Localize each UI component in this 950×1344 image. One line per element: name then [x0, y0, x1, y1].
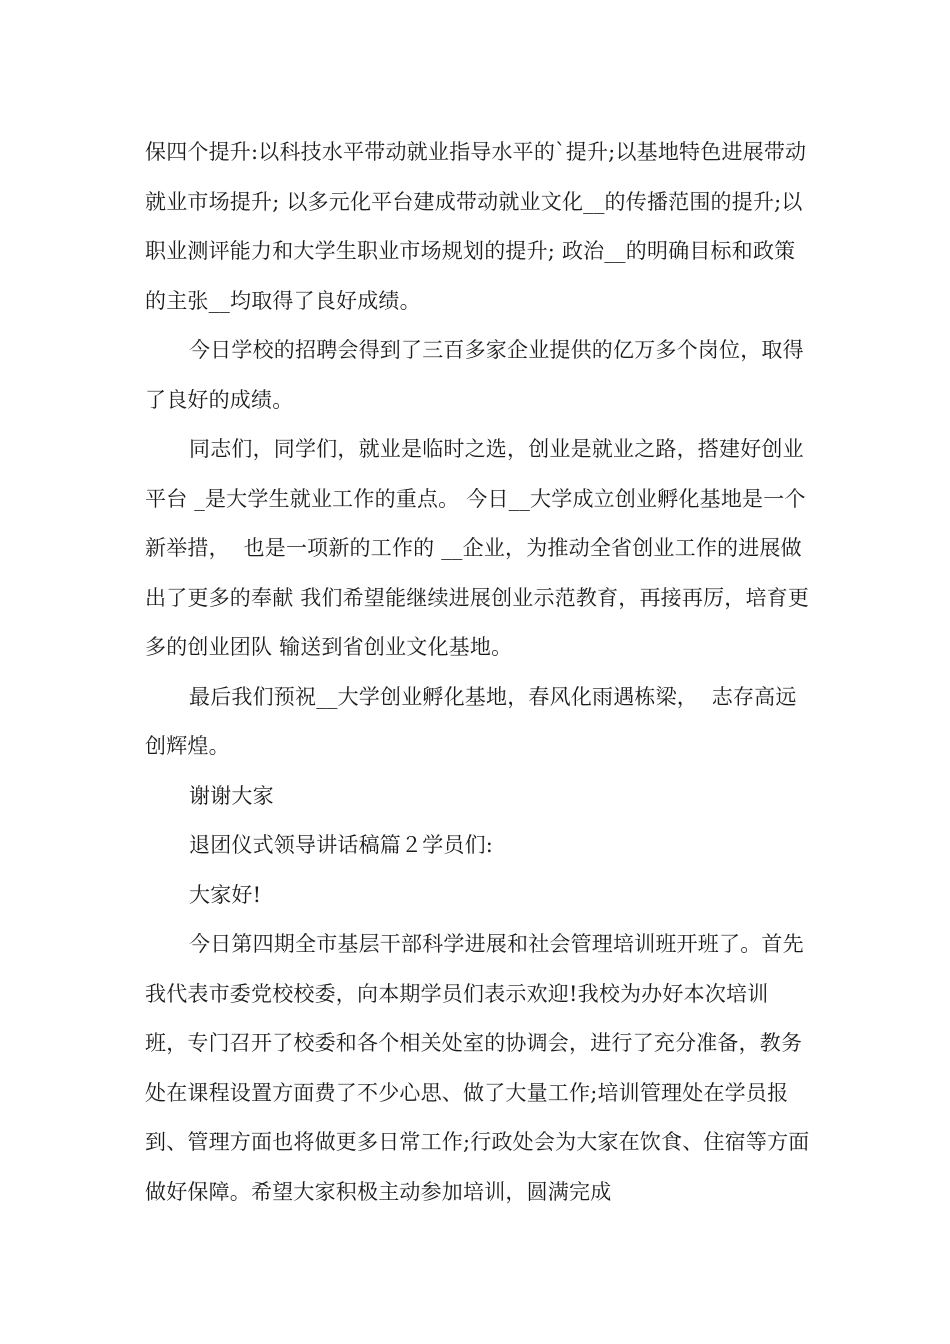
paragraph-3: 同志们，同学们，就业是临时之选，创业是就业之路，搭建好创业平台 _是大学生就业工作的重点。 今日__大学成立创业孵化基地是一个新举措， 也是一项新的工作的 __企业，为推动全省创业工作的进展做出了更多的奉献 我们希望能继续进展创业示范教育，再接再厉，培育更多的创业团队 输送到省创业文化基地。 — [145, 437, 810, 659]
paragraph-8: 今日第四期全市基层干部科学进展和社会管理培训班开班了。首先我代表市委党校校委，向本期学员们表示欢迎!我校为办好本次培训班，专门召开了校委和各个相关处室的协调会，进行了充分准备，教务处在课程设置方面费了不少心思、做了大量工作;培训管理处在学员报到、管理方面也将做更多日常工作;行政处会为大家在饮食、住宿等方面做好保障。希望大家积极主动参加培训，圆满完成 — [145, 932, 810, 1204]
paragraph-thanks: 谢谢大家 — [189, 783, 274, 808]
greeting: 大家好! — [189, 882, 262, 907]
paragraph-4: 最后我们预祝__大学创业孵化基地，春风化雨遇栋梁， 志存高远创辉煌。 — [145, 684, 797, 758]
document-body — [145, 128, 810, 1217]
section-heading: 退团仪式领导讲话稿篇２学员们: — [189, 833, 494, 857]
paragraph-1: 保四个提升:以科技水平带动就业指导水平的`提升;以基地特色进展带动就业市场提升; 以多元化平台建成带动就业文化__的传播范围的提升;以职业测评能力和大学生职业市场规划的提升; 政治__的明确目标和政策的主张__均取得了良好成绩。 — [145, 140, 807, 313]
paragraph-2: 今日学校的招聘会得到了三百多家企业提供的亿万多个岗位，取得了良好的成绩。 — [145, 338, 804, 412]
